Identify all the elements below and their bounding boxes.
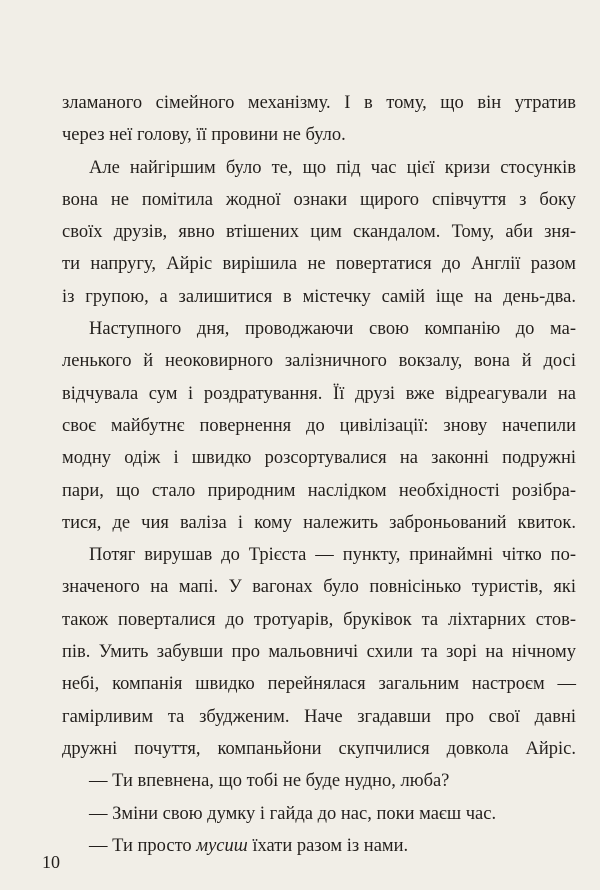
text-line: дружні почуття, компаньйони скупчилися довкола Айріс. <box>62 738 576 759</box>
text-line: значеного на мапі. У вагонах було повнісінько туристів, які <box>62 577 576 598</box>
text-line: своїх друзів, явно втішених цим скандалом. Тому, аби зня- <box>62 222 576 243</box>
text-line: своє майбутнє повернення до цивілізації: знову начепили <box>62 415 576 436</box>
text-line: із групою, а залишитися в містечку самій іще на день-два. <box>62 286 576 307</box>
text-line: модну одіж і швидко розсортувалися на законні подружні <box>62 448 576 469</box>
text-line: зламаного сімейного механізму. І в тому, що він утратив <box>62 93 576 113</box>
text-line: пів. Умить забувши про мальовничі схили та зорі на нічному <box>62 642 576 663</box>
text-line: — Ти впевнена, що тобі не буде нудно, люба? <box>89 771 450 792</box>
text-line: також поверталися до тротуарів, бруківок та ліхтарних стов- <box>62 609 576 630</box>
text-line: — Зміни свою думку і гайда до нас, поки маєш час. <box>89 803 497 824</box>
text-line: Але найгіршим було те, що під час цієї кризи стосунків <box>89 157 576 178</box>
text-line: Потяг вирушав до Трієста — пункту, принаймні чітко по- <box>89 545 576 566</box>
line-text-after: їхати разом із нами. <box>247 835 409 856</box>
text-line: через неї голову, її провини не було. <box>62 125 346 146</box>
text-line: тися, де чия валіза і кому належить заброньований квиток. <box>62 512 576 533</box>
italic-word: мусиш <box>196 835 248 856</box>
page-number: 10 <box>42 852 60 872</box>
text-line: пари, що стало природним наслідком необхідності розібра- <box>62 480 576 501</box>
text-line: відчувала сум і роздратування. Її друзі вже відреагували на <box>62 383 576 404</box>
dialogue-line <box>62 830 600 862</box>
text-line: вона не помітила жодної ознаки щирого співчуття з боку <box>62 189 576 210</box>
text-line: ленького й неоковирного залізничного вокзалу, вона й досі <box>62 351 576 372</box>
text-line: небі, компанія швидко перейнялася загальним настроєм — <box>62 674 576 695</box>
page-body-text <box>62 87 576 830</box>
text-line: ти напругу, Айріс вирішила не повертатися до Англії разом <box>62 254 576 275</box>
line-text-before: — Ти просто <box>89 835 197 856</box>
text-line: гамірливим та збудженим. Наче згадавши про свої давні <box>62 706 576 727</box>
text-line: Наступного дня, проводжаючи свою компанію до ма- <box>89 319 576 340</box>
